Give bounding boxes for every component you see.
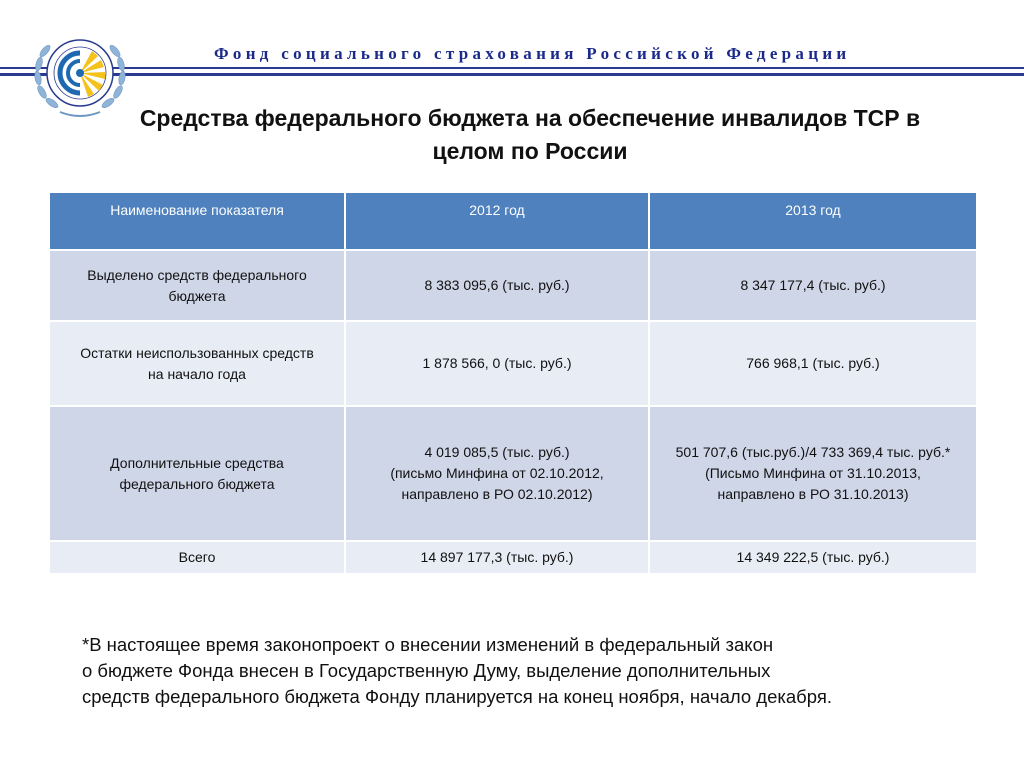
row-label: Всего bbox=[49, 541, 345, 574]
table-row-total bbox=[49, 541, 977, 574]
table-row bbox=[49, 406, 977, 541]
footnote-line: средств федерального бюджета Фонду планируется на конец ноября, начало декабря. bbox=[82, 686, 832, 707]
row-label: Остатки неиспользованных средств на начало года bbox=[49, 321, 345, 406]
row-label: Дополнительные средства федерального бюджета bbox=[49, 406, 345, 541]
footnote bbox=[82, 632, 982, 710]
value-2013: 14 349 222,5 (тыс. руб.) bbox=[649, 541, 977, 574]
header-year-2013: 2013 год bbox=[649, 192, 977, 250]
header-indicator-name: Наименование показателя bbox=[49, 192, 345, 250]
value-2013: 8 347 177,4 (тыс. руб.) bbox=[649, 250, 977, 321]
slide-title bbox=[100, 102, 960, 168]
budget-table bbox=[48, 191, 978, 575]
value-2012: 4 019 085,5 (тыс. руб.) (письмо Минфина от 02.10.2012, направлено в РО 02.10.2012) bbox=[345, 406, 649, 541]
organization-name: Фонд социального страхования Российской Федерации bbox=[214, 44, 851, 63]
footnote-line: о бюджете Фонда внесен в Государственную Думу, выделение дополнительных bbox=[82, 660, 771, 681]
table-header-row bbox=[49, 192, 977, 250]
value-2013: 501 707,6 (тыс.руб.)/4 733 369,4 тыс. руб.* (Письмо Минфина от 31.10.2013, направлено в РО 31.10.2013) bbox=[649, 406, 977, 541]
row-label: Выделено средств федерального бюджета bbox=[49, 250, 345, 321]
footnote-line: *В настоящее время законопроект о внесении изменений в федеральный закон bbox=[82, 634, 774, 655]
table-row bbox=[49, 321, 977, 406]
header-year-2012: 2012 год bbox=[345, 192, 649, 250]
value-2012: 14 897 177,3 (тыс. руб.) bbox=[345, 541, 649, 574]
table-row bbox=[49, 250, 977, 321]
value-2012: 1 878 566, 0 (тыс. руб.) bbox=[345, 321, 649, 406]
slide-title-line-1: Средства федерального бюджета на обеспечение инвалидов ТСР в bbox=[139, 105, 921, 131]
value-2012: 8 383 095,6 (тыс. руб.) bbox=[345, 250, 649, 321]
value-2013: 766 968,1 (тыс. руб.) bbox=[649, 321, 977, 406]
header-divider bbox=[0, 67, 1024, 81]
slide-title-line-2: целом по России bbox=[432, 138, 628, 164]
